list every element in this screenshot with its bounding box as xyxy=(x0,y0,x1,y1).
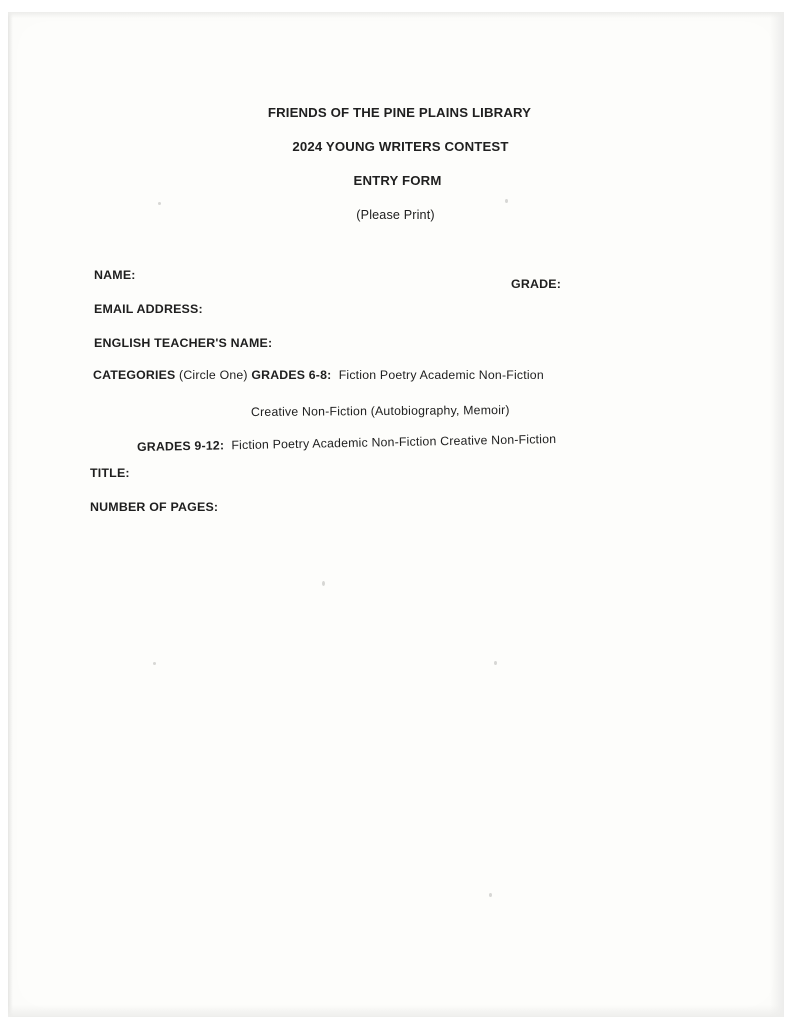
contest-title: 2024 YOUNG WRITERS CONTEST xyxy=(292,139,509,154)
scan-artifact xyxy=(494,661,497,665)
field-label-categories xyxy=(93,368,544,382)
categories-circle-one-note: (Circle One) xyxy=(179,368,248,382)
categories-options-grades-9-12: Fiction Poetry Academic Non-Fiction Creative Non-Fiction xyxy=(231,431,557,453)
field-label-number-of-pages: NUMBER OF PAGES: xyxy=(90,500,219,514)
organization-title: FRIENDS OF THE PINE PLAINS LIBRARY xyxy=(267,105,532,120)
scan-artifact xyxy=(322,581,325,586)
form-type-title: ENTRY FORM xyxy=(353,173,442,188)
scan-artifact xyxy=(153,662,156,665)
categories-label: CATEGORIES xyxy=(93,368,176,382)
field-label-english-teacher-name: ENGLISH TEACHER'S NAME: xyxy=(94,336,273,350)
field-label-name: NAME: xyxy=(94,268,136,282)
categories-options-grades-6-8: Fiction Poetry Academic Non-Fiction xyxy=(338,368,544,382)
field-label-title: TITLE: xyxy=(90,466,130,480)
print-instruction: (Please Print) xyxy=(356,208,435,222)
form-header xyxy=(0,96,791,232)
scan-artifact xyxy=(158,202,161,205)
categories-grades-6-8-label: GRADES 6-8: xyxy=(251,368,332,382)
categories-grades-9-12-row xyxy=(137,432,556,454)
field-label-email-address: EMAIL ADDRESS: xyxy=(94,302,203,316)
categories-creative-nonfiction-grades-6-8: Creative Non-Fiction (Autobiography, Memoir) xyxy=(250,402,510,420)
field-label-grade: GRADE: xyxy=(511,277,562,291)
categories-grades-9-12-label: GRADES 9-12: xyxy=(136,438,225,455)
scan-artifact xyxy=(489,893,492,897)
scan-artifact xyxy=(505,199,508,203)
